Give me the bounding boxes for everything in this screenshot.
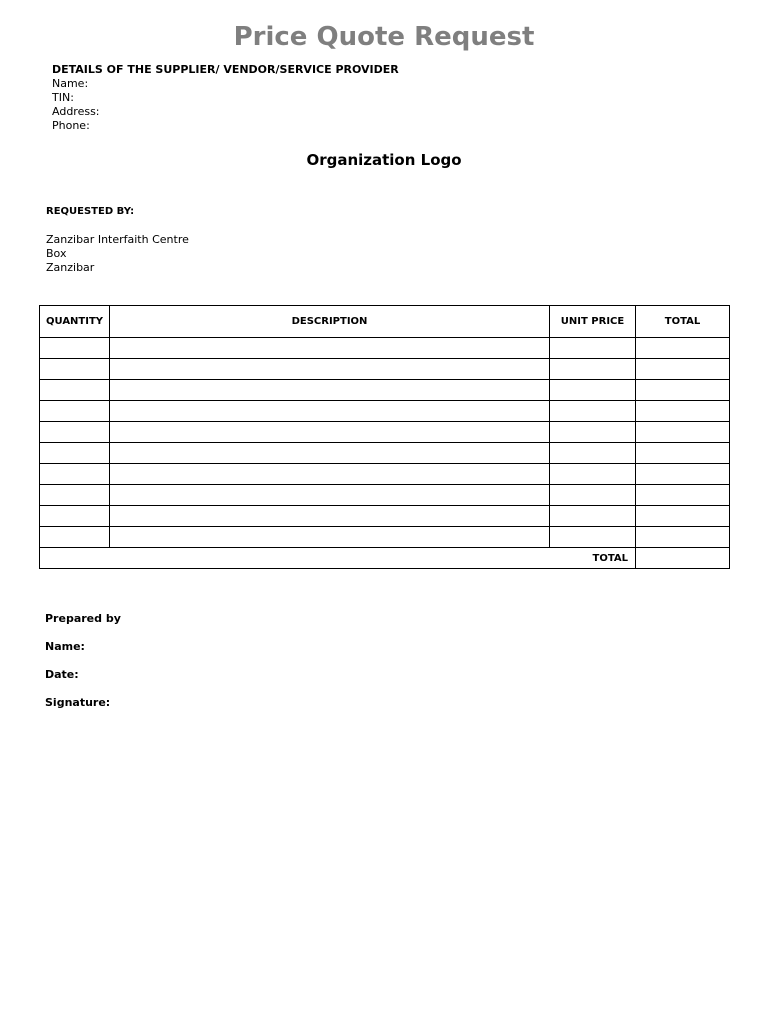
description-cell[interactable] <box>110 464 550 485</box>
description-cell[interactable] <box>110 380 550 401</box>
unit-price-cell[interactable] <box>550 359 636 380</box>
description-cell[interactable] <box>110 443 550 464</box>
supplier-details <box>52 63 399 133</box>
prepared-by-block <box>45 612 121 724</box>
description-cell[interactable] <box>110 401 550 422</box>
unit-price-cell[interactable] <box>550 443 636 464</box>
line-total-cell[interactable] <box>636 338 730 359</box>
prepared-name-label: Name: <box>45 640 85 653</box>
quantity-cell[interactable] <box>40 527 110 548</box>
quantity-cell[interactable] <box>40 338 110 359</box>
table-header-row <box>40 306 730 338</box>
total-value-cell[interactable] <box>636 548 730 569</box>
unit-price-cell[interactable] <box>550 527 636 548</box>
prepared-signature-label: Signature: <box>45 696 111 709</box>
table-body <box>40 338 730 548</box>
unit-price-cell[interactable] <box>550 422 636 443</box>
header-unit-price: UNIT PRICE <box>550 306 636 338</box>
description-cell[interactable] <box>110 359 550 380</box>
table-row <box>40 506 730 527</box>
header-quantity: QUANTITY <box>40 306 110 338</box>
prepared-by-heading: Prepared by <box>45 612 121 625</box>
line-total-cell[interactable] <box>636 401 730 422</box>
supplier-address-label: Address: <box>52 105 100 118</box>
header-total: TOTAL <box>636 306 730 338</box>
line-total-cell[interactable] <box>636 422 730 443</box>
quantity-cell[interactable] <box>40 485 110 506</box>
requester-city: Zanzibar <box>46 261 95 274</box>
quantity-cell[interactable] <box>40 401 110 422</box>
requested-by-heading: REQUESTED BY: <box>46 206 135 217</box>
total-label: TOTAL <box>40 548 636 569</box>
quantity-cell[interactable] <box>40 443 110 464</box>
table-row <box>40 422 730 443</box>
quantity-cell[interactable] <box>40 359 110 380</box>
description-cell[interactable] <box>110 527 550 548</box>
prepared-date-label: Date: <box>45 668 79 681</box>
page-title: Price Quote Request <box>233 22 535 52</box>
requester-organization: Zanzibar Interfaith Centre <box>46 233 189 246</box>
organization-logo-placeholder: Organization Logo <box>306 151 462 169</box>
table-row <box>40 464 730 485</box>
line-total-cell[interactable] <box>636 464 730 485</box>
unit-price-cell[interactable] <box>550 338 636 359</box>
line-total-cell[interactable] <box>636 527 730 548</box>
line-total-cell[interactable] <box>636 506 730 527</box>
line-total-cell[interactable] <box>636 443 730 464</box>
supplier-heading: DETAILS OF THE SUPPLIER/ VENDOR/SERVICE PROVIDER <box>52 63 399 76</box>
unit-price-cell[interactable] <box>550 485 636 506</box>
supplier-phone-label: Phone: <box>52 119 90 132</box>
quantity-cell[interactable] <box>40 506 110 527</box>
table-row <box>40 401 730 422</box>
supplier-tin-label: TIN: <box>52 91 74 104</box>
table-row <box>40 380 730 401</box>
line-total-cell[interactable] <box>636 485 730 506</box>
header-description: DESCRIPTION <box>110 306 550 338</box>
requester-box: Box <box>46 247 67 260</box>
table-row <box>40 338 730 359</box>
unit-price-cell[interactable] <box>550 401 636 422</box>
unit-price-cell[interactable] <box>550 506 636 527</box>
description-cell[interactable] <box>110 338 550 359</box>
table-row <box>40 443 730 464</box>
unit-price-cell[interactable] <box>550 380 636 401</box>
requested-by-block <box>46 205 189 275</box>
quantity-cell[interactable] <box>40 422 110 443</box>
table-total-row <box>40 548 730 569</box>
unit-price-cell[interactable] <box>550 464 636 485</box>
table-row <box>40 359 730 380</box>
table-row <box>40 485 730 506</box>
table-row <box>40 527 730 548</box>
items-table <box>39 305 730 569</box>
description-cell[interactable] <box>110 422 550 443</box>
supplier-name-label: Name: <box>52 77 89 90</box>
description-cell[interactable] <box>110 485 550 506</box>
quantity-cell[interactable] <box>40 380 110 401</box>
quantity-cell[interactable] <box>40 464 110 485</box>
line-total-cell[interactable] <box>636 359 730 380</box>
description-cell[interactable] <box>110 506 550 527</box>
line-total-cell[interactable] <box>636 380 730 401</box>
